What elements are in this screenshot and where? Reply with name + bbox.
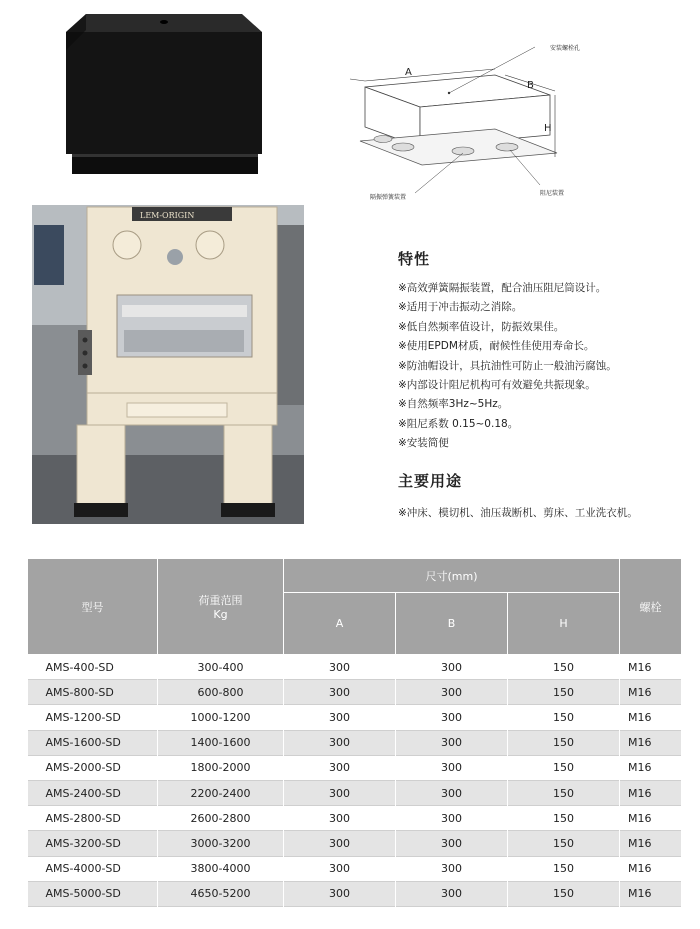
header-load-range: [158, 559, 284, 655]
bolt-hole-label: 安装螺栓孔: [550, 45, 581, 52]
table-row: [28, 680, 682, 705]
header-b: B: [396, 593, 508, 655]
header-load-range-label: 荷重范围: [198, 594, 243, 607]
cell-bolt: M16: [620, 831, 682, 856]
dimension-drawing: [345, 35, 581, 205]
cell-a: 300: [284, 881, 396, 906]
header-load-unit: Kg: [213, 608, 228, 621]
cell-h: 150: [508, 806, 620, 831]
cell-b: 300: [396, 730, 508, 755]
cell-h: 150: [508, 780, 620, 805]
feature-item: ※适用于冲击振动之消除。: [398, 301, 523, 314]
cell-a: 300: [284, 655, 396, 680]
damper-label: 阻尼装置: [540, 190, 565, 197]
cell-model: AMS-4000-SD: [28, 856, 158, 881]
brand-plate: LEM-ORIGIN: [140, 211, 195, 220]
table-row: [28, 881, 682, 906]
cell-model: AMS-2400-SD: [28, 780, 158, 805]
cell-h: 150: [508, 755, 620, 780]
spec-table-body: [28, 655, 682, 907]
cell-load: 1000-1200: [158, 705, 284, 730]
cell-model: AMS-1200-SD: [28, 705, 158, 730]
cell-h: 150: [508, 730, 620, 755]
feature-item: ※安装简便: [398, 437, 449, 450]
feature-item: ※防油帽设计，具抗油性可防止一般油污腐蚀。: [398, 359, 617, 372]
cell-model: AMS-1600-SD: [28, 730, 158, 755]
press-machine-photo: [32, 205, 304, 524]
cell-h: 150: [508, 831, 620, 856]
cell-model: AMS-400-SD: [28, 655, 158, 680]
cell-bolt: M16: [620, 705, 682, 730]
dimension-b-label: B: [527, 80, 534, 91]
cell-a: 300: [284, 680, 396, 705]
spec-table: [27, 558, 682, 907]
cell-model: AMS-2000-SD: [28, 755, 158, 780]
cell-model: AMS-2800-SD: [28, 806, 158, 831]
cell-load: 600-800: [158, 680, 284, 705]
cell-load: 300-400: [158, 655, 284, 680]
cell-model: AMS-5000-SD: [28, 881, 158, 906]
feature-item: ※自然频率3Hz~5Hz。: [398, 398, 509, 411]
cell-b: 300: [396, 680, 508, 705]
header-h: H: [508, 593, 620, 655]
cell-h: 150: [508, 881, 620, 906]
cell-bolt: M16: [620, 780, 682, 805]
cell-a: 300: [284, 705, 396, 730]
product-photo: [66, 10, 264, 178]
cell-b: 300: [396, 831, 508, 856]
table-row: [28, 730, 682, 755]
cell-load: 3800-4000: [158, 856, 284, 881]
cell-h: 150: [508, 680, 620, 705]
cell-b: 300: [396, 705, 508, 730]
cell-h: 150: [508, 856, 620, 881]
header-a: A: [284, 593, 396, 655]
table-row: [28, 655, 682, 680]
cell-load: 2200-2400: [158, 780, 284, 805]
feature-item: ※使用EPDM材质，耐候性佳使用寿命长。: [398, 340, 595, 353]
header-bolt: 螺栓: [620, 559, 682, 655]
cell-bolt: M16: [620, 755, 682, 780]
table-row: [28, 755, 682, 780]
feature-item: ※内部设计阻尼机构可有效避免共振现象。: [398, 379, 596, 392]
cell-bolt: M16: [620, 806, 682, 831]
table-row: [28, 831, 682, 856]
cell-model: AMS-3200-SD: [28, 831, 158, 856]
feature-item: ※阻尼系数 0.15~0.18。: [398, 417, 519, 430]
cell-bolt: M16: [620, 856, 682, 881]
cell-load: 4650-5200: [158, 881, 284, 906]
features-title: 特性: [398, 250, 431, 268]
cell-load: 2600-2800: [158, 806, 284, 831]
feature-item: ※高效弹簧隔振装置，配合油压阻尼筒设计。: [398, 282, 607, 294]
table-row: [28, 705, 682, 730]
cell-a: 300: [284, 856, 396, 881]
table-row: [28, 856, 682, 881]
cell-h: 150: [508, 705, 620, 730]
cell-a: 300: [284, 831, 396, 856]
table-row: [28, 806, 682, 831]
feature-item: ※低自然频率值设计，防振效果佳。: [398, 320, 565, 333]
header-dimension: 尺寸(mm): [284, 559, 620, 593]
cell-a: 300: [284, 730, 396, 755]
cell-load: 1800-2000: [158, 755, 284, 780]
cell-bolt: M16: [620, 730, 682, 755]
cell-bolt: M16: [620, 680, 682, 705]
cell-b: 300: [396, 755, 508, 780]
spring-label: 隔振弹簧装置: [370, 194, 407, 201]
cell-b: 300: [396, 806, 508, 831]
features-section: [398, 248, 698, 454]
header-model: 型号: [28, 559, 158, 655]
cell-bolt: M16: [620, 881, 682, 906]
cell-load: 3000-3200: [158, 831, 284, 856]
cell-bolt: M16: [620, 655, 682, 680]
cell-h: 150: [508, 655, 620, 680]
features-list: [398, 279, 698, 454]
cell-b: 300: [396, 780, 508, 805]
cell-a: 300: [284, 755, 396, 780]
cell-load: 1400-1600: [158, 730, 284, 755]
dimension-h-label: H: [544, 123, 552, 134]
cell-b: 300: [396, 881, 508, 906]
usage-title: 主要用途: [398, 472, 463, 490]
table-row: [28, 780, 682, 805]
cell-a: 300: [284, 780, 396, 805]
dimension-a-label: A: [405, 67, 412, 78]
cell-b: 300: [396, 655, 508, 680]
cell-b: 300: [396, 856, 508, 881]
cell-a: 300: [284, 806, 396, 831]
cell-model: AMS-800-SD: [28, 680, 158, 705]
usage-section: [398, 470, 698, 520]
usage-text: ※冲床、模切机、油压裁断机、剪床、工业洗衣机。: [398, 507, 638, 519]
